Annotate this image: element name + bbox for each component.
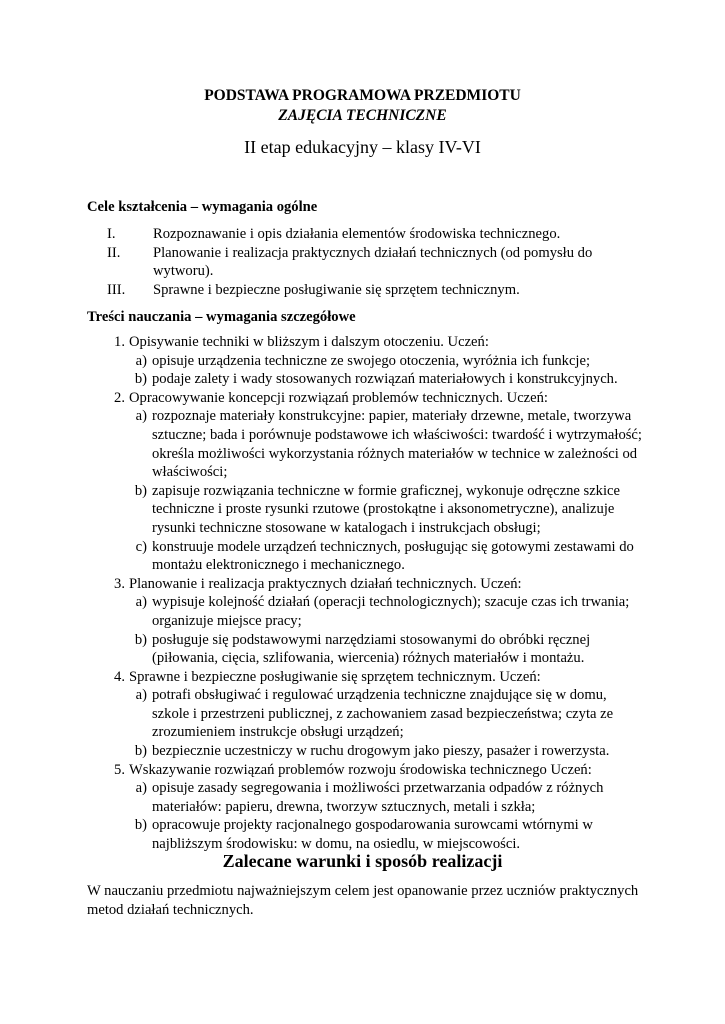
item-text: Sprawne i bezpieczne posługiwanie się sprzętem technicznym. Uczeń: <box>129 668 541 685</box>
item-number: 3. <box>114 575 125 592</box>
sub-item <box>129 538 647 575</box>
sub-item-letter: c) <box>135 538 147 555</box>
sub-item-text: rozpoznaje materiały konstrukcyjne: papier, materiały drzewne, metale, tworzywa sztuczne; bada i porównuje podstawowe ich właściwości: twardość i wytrzymałość; określa możliwości wykorzystania różnych materiałów w technice w zależności od właściwości; <box>152 408 642 481</box>
item-number: 5. <box>114 761 125 778</box>
sub-item <box>129 742 647 761</box>
list-item <box>87 225 647 244</box>
sub-item <box>129 407 647 481</box>
list-item <box>87 668 647 687</box>
stage-title: II etap edukacyjny – klasy IV-VI <box>244 137 481 157</box>
sub-item <box>129 482 647 538</box>
sub-item <box>129 686 647 742</box>
list-item <box>87 333 647 352</box>
content-list <box>87 333 647 854</box>
sub-item-letter: b) <box>134 743 147 760</box>
general-goals-heading: Cele kształcenia – wymagania ogólne <box>87 199 318 215</box>
sub-item-text: opisuje zasady segregowania i możliwości przetwarzania odpadów z różnych materiałów: papieru, drewna, tworzyw sztucznych, metali i szkła; <box>152 780 604 815</box>
content-heading: Treści nauczania – wymagania szczegółowe <box>87 309 356 325</box>
sub-item <box>129 631 647 668</box>
item-number: III. <box>107 281 126 298</box>
item-text: Sprawne i bezpieczne posługiwanie się sprzętem technicznym. <box>153 281 520 298</box>
list-item <box>87 761 647 780</box>
sub-item-text: opracowuje projekty racjonalnego gospodarowania surowcami wtórnymi w najbliższym środowisku: w domu, na osiedlu, w miejscowości. <box>152 817 593 853</box>
sub-item-letter: a) <box>135 352 147 369</box>
recommendations-text: W nauczaniu przedmiotu najważniejszym celem jest opanowanie przez uczniów praktycznych metod działań technicznych. <box>87 883 639 918</box>
sub-item-letter: b) <box>134 371 147 388</box>
item-text: Planowanie i realizacja praktycznych działań technicznych. Uczeń: <box>129 575 522 592</box>
sub-item-text: bezpiecznie uczestniczy w ruchu drogowym jako pieszy, pasażer i rowerzysta. <box>152 743 610 760</box>
item-text: Planowanie i realizacja praktycznych działań technicznych (od pomysłu do wytworu). <box>153 244 593 280</box>
subject-title: ZAJĘCIA TECHNICZNE <box>278 107 447 124</box>
sub-item-letter: b) <box>134 482 147 499</box>
sub-item-letter: a) <box>135 408 147 425</box>
sub-item <box>129 779 647 816</box>
list-item <box>87 244 647 281</box>
item-text: Rozpoznawanie i opis działania elementów środowiska technicznego. <box>153 226 561 242</box>
sub-item <box>129 816 647 853</box>
item-number: 2. <box>114 389 125 406</box>
sub-item-text: zapisuje rozwiązania techniczne w formie graficznej, wykonuje odręczne szkice techniczne i proste rysunki rzutowe (prostokątne i aksonometryczne), analizuje rysunki techniczne stosowane w katalogach i instrukcjach obsługi; <box>152 482 620 536</box>
document-title: PODSTAWA PROGRAMOWA PRZEDMIOTU <box>204 87 521 104</box>
item-text: Opracowywanie koncepcji rozwiązań problemów technicznych. Uczeń: <box>129 389 548 406</box>
item-number: I. <box>107 226 116 242</box>
sub-item <box>129 352 647 371</box>
item-number: 1. <box>114 334 125 350</box>
item-text: Opisywanie techniki w bliższym i dalszym otoczeniu. Uczeń: <box>129 334 489 350</box>
sub-item-text: wypisuje kolejność działań (operacji technologicznych); szacuje czas ich trwania; organizuje miejsce pracy; <box>152 594 630 629</box>
item-number: 4. <box>114 668 125 685</box>
sub-item-text: konstruuje modele urządzeń technicznych, posługując się gotowymi zestawami do montażu elektronicznego i mechanicznego. <box>152 538 634 574</box>
sub-item-text: podaje zalety i wady stosowanych rozwiązań materiałowych i konstrukcyjnych. <box>152 371 618 388</box>
sub-item-text: opisuje urządzenia techniczne ze swojego otoczenia, wyróżnia ich funkcje; <box>152 352 591 369</box>
recommendations-heading: Zalecane warunki i sposób realizacji <box>222 851 503 871</box>
sub-item-text: posługuje się podstawowymi narzędziami stosowanymi do obróbki ręcznej (piłowania, cięcia, szlifowania, wiercenia) różnych materiałów i montażu. <box>152 631 591 667</box>
sub-item-text: potrafi obsługiwać i regulować urządzenia techniczne znajdujące się w domu, szkole i przestrzeni publicznej, z zachowaniem zasad bezpieczeństwa; czyta ze zrozumieniem instrukcje obsługi urządzeń; <box>152 687 614 741</box>
list-item <box>87 575 647 594</box>
list-item <box>87 281 647 300</box>
sub-item-letter: a) <box>135 594 147 611</box>
item-number: II. <box>107 244 121 261</box>
sub-item-letter: b) <box>134 631 147 648</box>
sub-item-letter: a) <box>135 687 147 704</box>
sub-item-letter: b) <box>134 817 147 834</box>
general-goals-list <box>87 225 647 299</box>
sub-item <box>129 370 647 389</box>
sub-item <box>129 593 647 630</box>
list-item <box>87 389 647 408</box>
item-text: Wskazywanie rozwiązań problemów rozwoju środowiska technicznego Uczeń: <box>129 761 592 778</box>
sub-item-letter: a) <box>135 780 147 797</box>
